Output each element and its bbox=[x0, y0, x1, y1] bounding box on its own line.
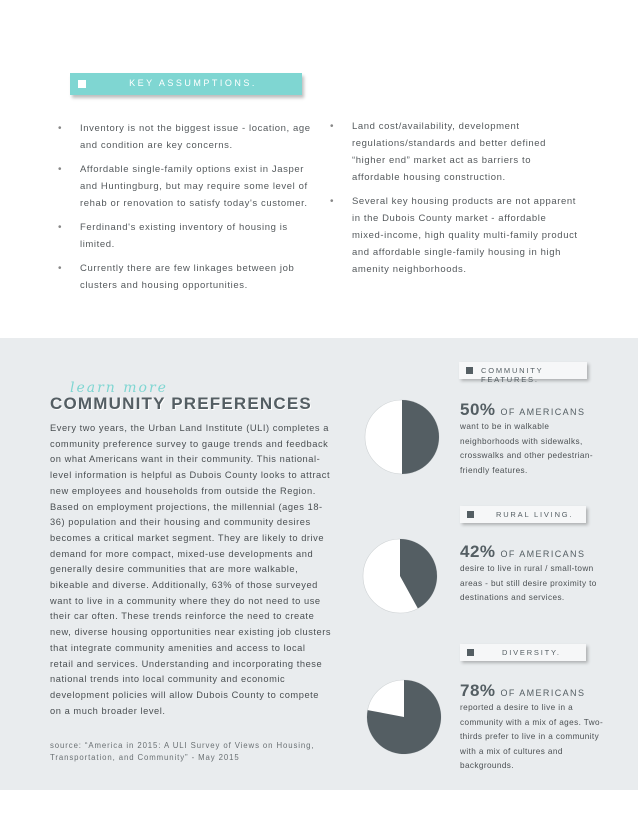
stat-of-label: OF AMERICANS bbox=[500, 688, 586, 698]
pie-slice bbox=[402, 400, 439, 474]
section-title: COMMUNITY PREFERENCES bbox=[50, 394, 312, 413]
key-assumptions-label: KEY ASSUMPTIONS. bbox=[129, 78, 257, 88]
stat-description: desire to live in rural / small-town areas - but still desire proximity to destinations and services. bbox=[460, 564, 597, 603]
assumptions-right-list bbox=[330, 118, 580, 285]
stat-rural-living bbox=[460, 542, 610, 606]
stat-description: want to be in walkable neighborhoods with sidewalks, crosswalks and other pedestrian-friendly features. bbox=[460, 422, 593, 475]
stat-description: reported a desire to live in a community with a mix of ages. Two-thirds prefer to live in a community with a mix of cultures and backgrounds. bbox=[460, 703, 604, 771]
square-icon bbox=[467, 649, 474, 656]
bullet-icon: • bbox=[58, 164, 63, 175]
bullet-icon: • bbox=[330, 196, 335, 207]
tag-rural-living bbox=[460, 506, 586, 523]
key-assumptions-banner bbox=[70, 73, 302, 95]
square-icon bbox=[466, 367, 473, 374]
bullet-icon: • bbox=[58, 123, 63, 134]
tag-label: COMMUNITY FEATURES. bbox=[481, 366, 544, 384]
list-item: • Ferdinand's existing inventory of housing is limited. bbox=[58, 219, 314, 253]
list-item: • Currently there are few linkages between job clusters and housing opportunities. bbox=[58, 260, 314, 294]
learn-more-label: learn more bbox=[70, 380, 168, 396]
stat-community-features bbox=[460, 400, 610, 478]
bullet-icon: • bbox=[58, 222, 63, 233]
list-item: • Inventory is not the biggest issue - location, age and condition are key concerns. bbox=[58, 120, 314, 154]
tag-label: RURAL LIVING. bbox=[496, 510, 574, 519]
preferences-body-text: Every two years, the Urban Land Institute (ULI) completes a community preference survey to gauge trends and feedback on what Americans want in their community. This national-level information is helpful as Dubois County looks to attract new employees and households from outside the Region. Based on employment projections, the millennial (ages 18-36) population and their housing and community desires becomes a critical market segment. They are likely to drive demand for more compact, mixed-use developments and generally desire communities that are more walkable, bikeable and diverse. Additionally, 63% of those surveyed want to live in a community where they do not need to use their car often. These trends reinforce the need to create new, diverse housing opportunities near existing job clusters that integrate community amenities and access to local retail and services. Understanding and incorporating these national trends into local community and economic development policies will allow Dubois County to compete on a much broader level. bbox=[50, 423, 332, 716]
tag-community-features bbox=[459, 362, 587, 384]
list-item: • Land cost/availability, development regulations/standards and better defined “higher end” market act as barriers to affordable housing construction. bbox=[330, 118, 580, 186]
stat-percent: 50% bbox=[460, 400, 496, 419]
stat-percent: 78% bbox=[460, 681, 496, 700]
stat-of-label: OF AMERICANS bbox=[500, 549, 586, 559]
square-icon bbox=[467, 511, 474, 518]
pie-chart-community-features bbox=[364, 398, 444, 480]
bullet-icon: • bbox=[330, 121, 335, 132]
stat-diversity bbox=[460, 681, 610, 774]
assumptions-left-list bbox=[58, 120, 314, 301]
list-item: • Affordable single-family options exist in Jasper and Huntingburg, but may require some level of rehab or renovation to satisfy today's customer. bbox=[58, 161, 314, 212]
source-citation: source: “America in 2015: A ULI Survey of Views on Housing, Transportation, and Community” - May 2015 bbox=[50, 741, 315, 762]
bullet-icon: • bbox=[58, 263, 63, 274]
tag-label: DIVERSITY. bbox=[502, 648, 561, 657]
list-item: • Several key housing products are not apparent in the Dubois County market - affordable mixed-income, high quality multi-family product and affordable single-family housing in high amenity neighborhoods. bbox=[330, 193, 580, 278]
key-assumptions-section bbox=[0, 0, 638, 338]
stat-percent: 42% bbox=[460, 542, 496, 561]
stat-of-label: OF AMERICANS bbox=[500, 407, 586, 417]
pie-chart-diversity bbox=[366, 678, 446, 760]
tag-diversity bbox=[460, 644, 586, 661]
pie-chart-rural-living bbox=[362, 537, 442, 619]
